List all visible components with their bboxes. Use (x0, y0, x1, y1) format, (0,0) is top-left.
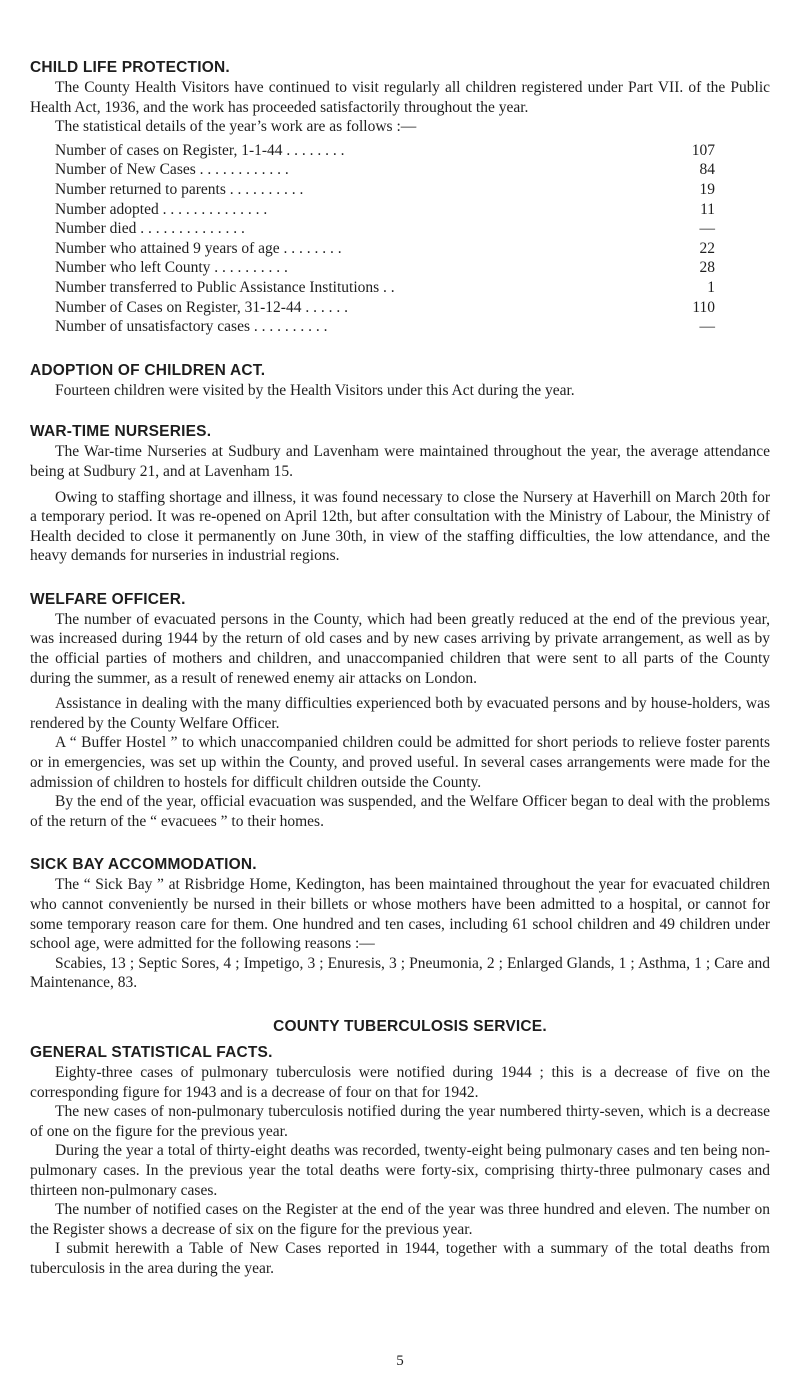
stat-label: Number returned to parents . . . . . . . . . . (55, 180, 304, 198)
stat-value: 107 (691, 141, 715, 159)
stat-row (55, 317, 715, 337)
paragraph: Owing to staffing shortage and illness, it was found necessary to close the Nursery at Haverhill on March 20th for a temporary period. It was re-opened on April 12th, but after consultation with the Ministry of Labour, the Ministry of Health decided to close it permanently on June 30th, in view of the staffing difficulties, the low attendance, and the heavy demands for nurseries in industrial regions. (30, 488, 770, 565)
paragraph: Scabies, 13 ; Septic Sores, 4 ; Impetigo, 3 ; Enuresis, 3 ; Pneumonia, 2 ; Enlarged Glands, 1 ; Asthma, 1 ; Care and Maintenance, 83. (30, 954, 770, 992)
section-heading-tuberculosis: COUNTY TUBERCULOSIS SERVICE. (273, 1017, 547, 1035)
section-heading-adoption: ADOPTION OF CHILDREN ACT. (30, 361, 266, 379)
paragraph: Eighty-three cases of pulmonary tuberculosis were notified during 1944 ; this is a decrease of five on the corresponding figure for 1943 and is a decrease of four on that for 1942. (30, 1063, 770, 1101)
stat-value: 19 (699, 180, 715, 198)
stat-row (55, 200, 715, 220)
paragraph: The War-time Nurseries at Sudbury and Lavenham were maintained throughout the year, the average attendance being at Sudbury 21, and at Lavenham 15. (30, 443, 770, 480)
paragraph: By the end of the year, official evacuation was suspended, and the Welfare Officer began to deal with the problems of the return of the “ evacuees ” to their homes. (30, 793, 770, 830)
stat-label: Number died . . . . . . . . . . . . . . (55, 220, 245, 238)
paragraph: Fourteen children were visited by the Health Visitors under this Act during the year. (55, 381, 575, 399)
paragraph: A “ Buffer Hostel ” to which unaccompanied children could be admitted for short periods to relieve foster parents or in emergencies, was set up within the County, and proved useful. In several cases arrangements were made for the admission of children to hostels for difficult children outside the County. (30, 734, 770, 791)
section-heading-child-life: CHILD LIFE PROTECTION. (30, 59, 230, 76)
stat-row (55, 160, 715, 180)
stat-value: — (699, 220, 715, 238)
stat-label: Number of unsatisfactory cases . . . . . . . . . . (55, 318, 328, 336)
stat-label: Number who attained 9 years of age . . . . . . . . (55, 239, 342, 257)
stat-value: 110 (692, 298, 715, 316)
section-heading-welfare: WELFARE OFFICER. (30, 590, 186, 608)
section-heading-sick-bay: SICK BAY ACCOMMODATION. (30, 856, 257, 874)
document-page (30, 58, 770, 1279)
stat-value: 22 (699, 239, 715, 257)
stat-row (55, 180, 715, 200)
paragraph: The “ Sick Bay ” at Risbridge Home, Kedington, has been maintained throughout the year for evacuated children who cannot conveniently be nursed in their billets or whose mothers have been admitted to a hospital, or cannot for some temporary reason care for them. One hundred and ten cases, including 61 school children and 49 children under school age, were admitted for the following reasons :— (30, 876, 770, 953)
stat-label: Number transferred to Public Assistance Institutions . . (55, 278, 395, 296)
paragraph: The number of notified cases on the Register at the end of the year was three hundred and eleven. The number on the Register shows a decrease of six on the figure for the previous year. (30, 1201, 770, 1238)
stat-row (55, 141, 715, 161)
stat-label: Number who left County . . . . . . . . . . (55, 259, 288, 277)
paragraph: The County Health Visitors have continued to visit regularly all children registered under Part VII. of the Public Health Act, 1936, and the work has proceeded satisfactorily throughout the year. (30, 79, 770, 116)
page-number: 5 (396, 1353, 404, 1369)
stat-label: Number adopted . . . . . . . . . . . . . . (55, 200, 268, 218)
stat-row (55, 219, 715, 239)
stat-row (55, 258, 715, 278)
stat-value: — (699, 318, 715, 336)
stat-label: Number of cases on Register, 1-1-44 . . . . . . . . (55, 141, 345, 159)
stat-value: 11 (700, 200, 715, 218)
stat-value: 1 (707, 278, 715, 296)
stat-row (55, 298, 715, 318)
stat-row (55, 239, 715, 259)
stat-row (55, 278, 715, 298)
statistics-list (55, 141, 715, 337)
stat-label: Number of Cases on Register, 31-12-44 . . . . . . (55, 298, 348, 316)
paragraph: The number of evacuated persons in the County, which had been greatly reduced at the end of the previous year, was increased during 1944 by the return of old cases and by new cases arriving by private arrangement, as well as by the official parties of mothers and children, and unaccompanied children that were sent to all parts of the County during the summer, as a result of renewed enemy air attacks on London. (30, 610, 770, 687)
section-heading-nurseries: WAR-TIME NURSERIES. (30, 423, 212, 441)
stat-value: 28 (699, 259, 715, 277)
paragraph: The new cases of non-pulmonary tuberculosis notified during the year numbered thirty-seven, which is a decrease of one on the figure for the previous year. (30, 1103, 770, 1140)
paragraph: Assistance in dealing with the many difficulties experienced both by evacuated persons and by house-holders, was rendered by the County Welfare Officer. (30, 695, 770, 732)
subheading-statistical-facts: GENERAL STATISTICAL FACTS. (30, 1043, 273, 1061)
stat-value: 84 (699, 161, 715, 179)
paragraph: I submit herewith a Table of New Cases reported in 1944, together with a summary of the total deaths from tuberculosis in the area during the year. (30, 1240, 770, 1277)
paragraph: During the year a total of thirty-eight deaths was recorded, twenty-eight being pulmonary cases and ten being non-pulmonary cases. In the previous year the total deaths were forty-six, comprising thirty-three pulmonary cases and thirteen non-pulmonary cases. (30, 1142, 770, 1199)
stat-label: Number of New Cases . . . . . . . . . . . . (55, 161, 289, 179)
paragraph: The statistical details of the year’s work are as follows :— (55, 118, 417, 136)
